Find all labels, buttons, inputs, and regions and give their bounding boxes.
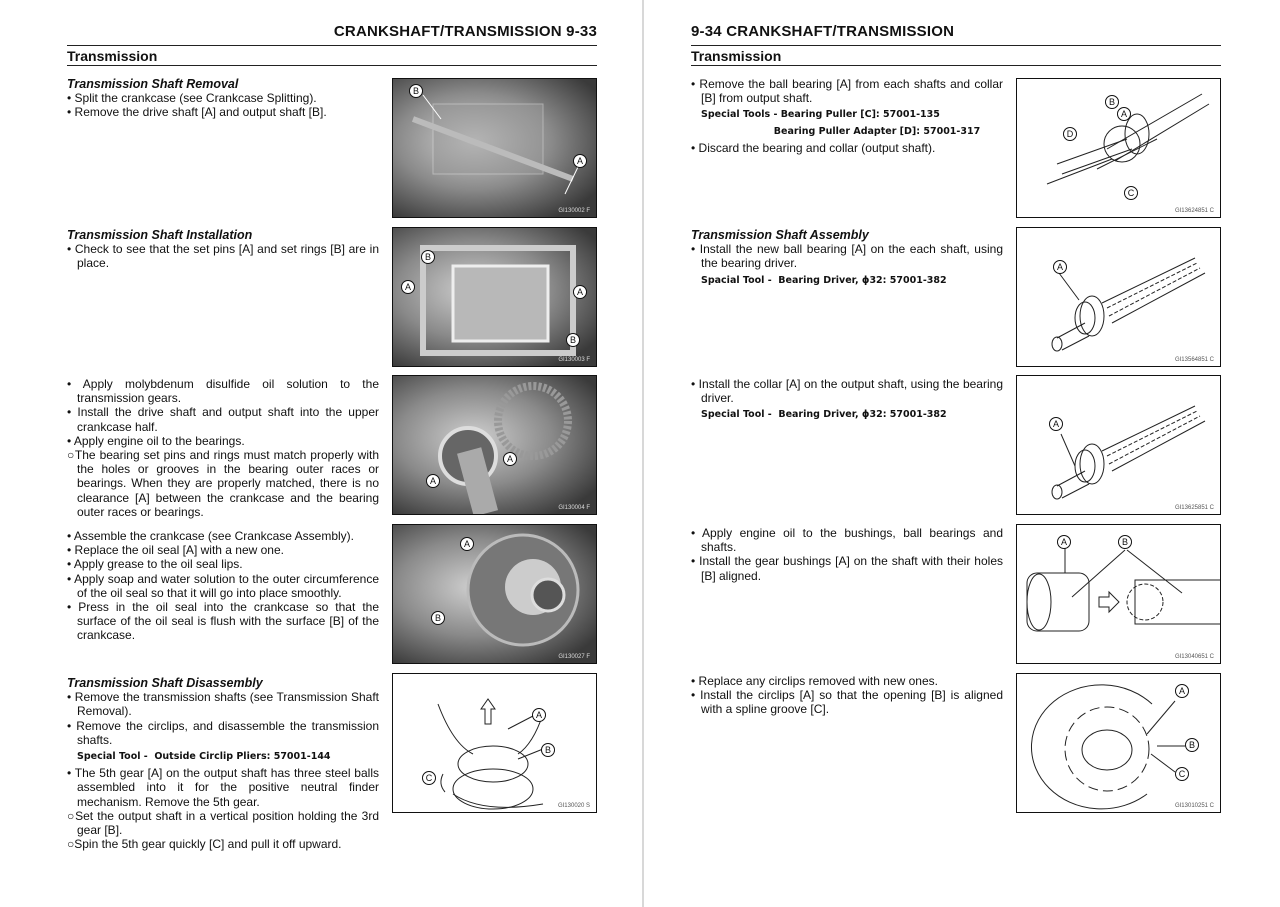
callout-label: B <box>431 611 445 625</box>
callout-label: B <box>1105 95 1119 109</box>
text-block-installation <box>67 228 379 271</box>
callout-label: B <box>409 84 423 98</box>
figure-oil-seal-photo <box>392 524 597 664</box>
figure-code: GI13624851 C <box>1174 208 1214 214</box>
step: • Apply grease to the oil seal lips. <box>67 557 243 572</box>
special-tool: Spacial Tool - Bearing Driver, ϕ32: 57001-382 <box>701 274 947 286</box>
subheading: Transmission Shaft Removal <box>67 77 239 91</box>
callout-label: A <box>401 280 415 294</box>
step: • Apply engine oil to the bushings, ball bearings and shafts. <box>691 526 1003 555</box>
step: • Remove the circlips, and disassemble the transmission shafts. <box>67 718 379 747</box>
figure-ball-bearing-drawing <box>1016 227 1221 367</box>
step: • Install the circlips [A] so that the opening [B] is aligned with a spline groove [C]. <box>691 688 1003 717</box>
callout-label: A <box>1175 684 1189 698</box>
callout-label: B <box>541 743 555 757</box>
figure-code: GI130020 S <box>557 803 590 809</box>
subheading: Transmission Shaft Installation <box>67 228 253 242</box>
step: • Press in the oil seal into the crankcase so that the surface of the oil seal is flush with the surface [B] of the crankcase. <box>67 600 379 643</box>
step: • Install the new ball bearing [A] on the each shaft, using the bearing driver. <box>691 242 1003 271</box>
text-block-removal <box>67 77 379 120</box>
text-block-bushings <box>691 526 1003 583</box>
callout-label: A <box>573 285 587 299</box>
figure-5th-gear-drawing <box>392 673 597 813</box>
figure-code: GI13040651 C <box>1174 654 1214 660</box>
figure-code: GI13010251 C <box>1174 803 1214 809</box>
text-block-disassembly <box>67 676 379 851</box>
text-block-collar <box>691 377 1003 425</box>
callout-label: B <box>1185 738 1199 752</box>
figure-gear-bushing-drawing <box>1016 524 1221 664</box>
step: • The 5th gear [A] on the output shaft has three steel balls assembled into it for the positive neutral finder mechanism. Remove the 5th gear. <box>67 766 379 809</box>
figure-code: GI130003 F <box>558 357 590 363</box>
special-tool: Special Tool - Outside Circlip Pliers: 57001-144 <box>77 751 331 763</box>
page-title: 9-34 CRANKSHAFT/TRANSMISSION <box>691 23 955 40</box>
callout-label: C <box>1124 186 1138 200</box>
callout-label: A <box>1049 417 1063 431</box>
special-tool: Special Tools - Bearing Puller [C]: 57001-135 <box>701 109 940 121</box>
step: • Replace the oil seal [A] with a new one. <box>67 543 284 558</box>
callout-label: C <box>1175 767 1189 781</box>
callout-label: B <box>421 250 435 264</box>
callout-label: D <box>1063 127 1077 141</box>
callout-label: A <box>573 154 587 168</box>
step: • Discard the bearing and collar (output shaft). <box>691 140 936 155</box>
step: • Apply engine oil to the bearings. <box>67 433 245 448</box>
subheading: Transmission Shaft Disassembly <box>67 676 263 690</box>
text-block-crankcase <box>67 529 379 643</box>
text-block-remove-bearing <box>691 77 1003 155</box>
step: • Remove the ball bearing [A] from each shafts and collar [B] from output shaft. <box>691 77 1003 106</box>
callout-label: A <box>460 537 474 551</box>
figure-bearing-photo <box>392 375 597 515</box>
page-9-34 <box>640 0 1280 907</box>
section-header: Transmission <box>67 45 597 66</box>
step: • Apply soap and water solution to the outer circumference of the oil seal so that it will go into place smoothly. <box>67 571 379 600</box>
callout-label: A <box>503 452 517 466</box>
step: • Replace any circlips removed with new ones. <box>691 674 938 688</box>
callout-label: B <box>1118 535 1132 549</box>
text-block-assembly <box>691 228 1003 290</box>
callout-label: A <box>1053 260 1067 274</box>
step: • Install the collar [A] on the output shaft, using the bearing driver. <box>691 377 1003 406</box>
subheading: Transmission Shaft Assembly <box>691 228 869 242</box>
step: • Remove the transmission shafts (see Transmission Shaft Removal). <box>67 690 379 719</box>
step: • Split the crankcase (see Crankcase Splitting). <box>67 91 317 106</box>
step: ○The bearing set pins and rings must match properly with the holes or grooves in the bearing outer races or bearings. When they are properly matched, there is no clearance [A] between the crankcase and the bearing outer races or bearings. <box>67 448 379 519</box>
step: • Check to see that the set pins [A] and set rings [B] are in place. <box>67 242 379 271</box>
page-title: CRANKSHAFT/TRANSMISSION 9-33 <box>333 23 597 40</box>
step: • Install the gear bushings [A] on the shaft with their holes [B] aligned. <box>691 554 1003 583</box>
text-block-oil <box>67 377 379 519</box>
figure-code: GI130002 F <box>558 208 590 214</box>
step: ○Spin the 5th gear quickly [C] and pull it off upward. <box>67 837 342 852</box>
figure-code: GI130027 F <box>558 654 590 660</box>
figure-shaft-removal-photo <box>392 78 597 218</box>
callout-label: A <box>532 708 546 722</box>
step: • Assemble the crankcase (see Crankcase Assembly). <box>67 529 354 543</box>
callout-label: A <box>1057 535 1071 549</box>
figure-code: GI13564851 C <box>1174 357 1214 363</box>
section-header: Transmission <box>691 45 1221 66</box>
special-tool: Bearing Puller Adapter [D]: 57001-317 <box>701 125 981 137</box>
callout-label: B <box>566 333 580 347</box>
callout-label: C <box>422 771 436 785</box>
figure-bearing-puller-drawing <box>1016 78 1221 218</box>
step: • Install the drive shaft and output shaft into the upper crankcase half. <box>67 405 379 434</box>
text-block-circlips <box>691 674 1003 717</box>
step: • Apply molybdenum disulfide oil solution to the transmission gears. <box>67 377 379 406</box>
figure-set-pins-photo <box>392 227 597 367</box>
step: ○Set the output shaft in a vertical position holding the 3rd gear [B]. <box>67 808 379 838</box>
figure-collar-drawing <box>1016 375 1221 515</box>
figure-circlip-drawing <box>1016 673 1221 813</box>
figure-code: GI130004 F <box>558 505 590 511</box>
figure-code: GI13625851 C <box>1174 505 1214 511</box>
callout-label: A <box>1117 107 1131 121</box>
step: • Remove the drive shaft [A] and output shaft [B]. <box>67 105 327 120</box>
special-tool: Special Tool - Bearing Driver, ϕ32: 57001-382 <box>701 409 947 421</box>
callout-label: A <box>426 474 440 488</box>
